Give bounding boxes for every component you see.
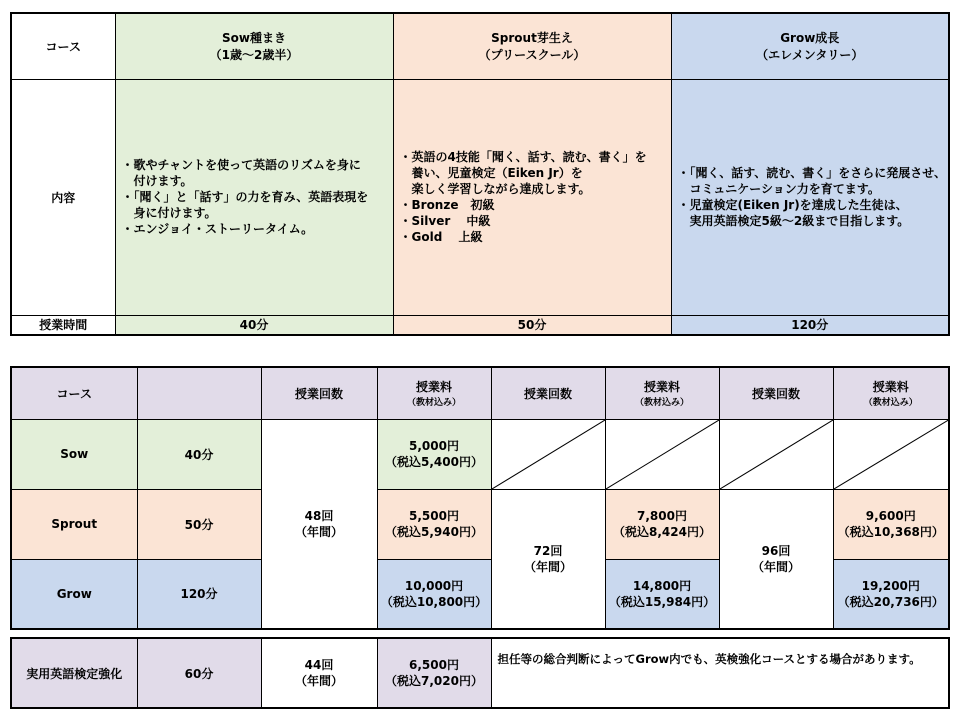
diagonal-strike-icon <box>606 420 719 489</box>
fee-header-fee <box>605 367 719 419</box>
course-sprout-title: Sprout芽生え <box>491 31 573 46</box>
content-sow-item: ・「聞く」と「話す」の力を育み、英語表現を 身に付けます。 <box>121 190 369 220</box>
fee-count-96: 96回 （年間） <box>719 489 833 629</box>
course-sprout-age: （プリースクール） <box>478 48 586 63</box>
content-sprout-item: ・Gold 上級 <box>399 230 483 244</box>
fee-header-duration <box>137 367 261 419</box>
content-label: 内容 <box>11 79 115 315</box>
fee-96-sprout: 9,600円 （税込10,368円） <box>833 489 949 559</box>
content-grow <box>671 79 949 315</box>
content-sprout-item: ・Silver 中級 <box>399 214 491 228</box>
fee-header-count: 授業回数 <box>491 367 605 419</box>
fee-row-duration-grow: 120分 <box>137 559 261 629</box>
course-grow-header <box>671 13 949 79</box>
content-sprout-item: ・英語の4技能「聞く、話す、読む、書く」を 養い、児童検定（Eiken Jr）を 楽しく学習しながら達成します。 <box>399 150 647 196</box>
fee-48-grow: 10,000円 （税込10,800円） <box>377 559 491 629</box>
fee-header-fee <box>377 367 491 419</box>
diagonal-strike-icon <box>834 420 949 489</box>
eiken-fee: 6,500円 （税込7,020円） <box>377 638 491 708</box>
fee-header-fee-label: 授業料 <box>872 380 909 395</box>
diagonal-strike-icon <box>492 420 605 489</box>
content-grow-item: ・「聞く、話す、読む、書く」をさらに発展させ、 コミュニケーション力を育てます。 <box>677 166 946 196</box>
eiken-intensive-table <box>10 637 950 709</box>
diagonal-strike-icon <box>720 420 833 489</box>
eiken-note: 担任等の総合判断によってGrow内でも、英検強化コースとする場合があります。 <box>491 638 949 708</box>
fee-count-72: 72回 （年間） <box>491 489 605 629</box>
content-sow-item: ・エンジョイ・ストーリータイム。 <box>121 222 314 236</box>
fee-96-grow: 19,200円 （税込20,736円） <box>833 559 949 629</box>
course-sow-header <box>115 13 393 79</box>
fee-row-duration-sow: 40分 <box>137 419 261 489</box>
course-grow-title: Grow成長 <box>780 31 840 46</box>
time-label: 授業時間 <box>11 315 115 335</box>
fee-header-course: コース <box>11 367 137 419</box>
fee-header-fee-note: （教材込み） <box>406 398 461 409</box>
eiken-duration: 60分 <box>137 638 261 708</box>
course-overview-table <box>10 12 950 336</box>
fee-count-48: 48回 （年間） <box>261 419 377 629</box>
fee-48-sprout: 5,500円 （税込5,940円） <box>377 489 491 559</box>
fee-header-fee-label: 授業料 <box>415 380 452 395</box>
fee-header-count: 授業回数 <box>261 367 377 419</box>
course-sprout-header <box>393 13 671 79</box>
fee-row-course-sow: Sow <box>11 419 137 489</box>
fee-header-fee <box>833 367 949 419</box>
fee-header-fee-note: （教材込み） <box>634 398 689 409</box>
course-sow-age: （1歳～2歳半） <box>209 48 299 63</box>
fee-empty-cell <box>833 419 949 489</box>
course-grow-age: （エレメンタリー） <box>756 48 864 63</box>
fee-header-count: 授業回数 <box>719 367 833 419</box>
fee-48-sow: 5,000円 （税込5,400円） <box>377 419 491 489</box>
content-sow-item: ・歌やチャントを使って英語のリズムを身に 付けます。 <box>121 158 361 188</box>
course-sow-title: Sow種まき <box>222 31 286 46</box>
content-sprout <box>393 79 671 315</box>
content-sow <box>115 79 393 315</box>
fee-row-duration-sprout: 50分 <box>137 489 261 559</box>
content-sprout-item: ・Bronze 初級 <box>399 198 495 212</box>
eiken-count: 44回 （年間） <box>261 638 377 708</box>
fee-72-grow: 14,800円 （税込15,984円） <box>605 559 719 629</box>
fee-72-sprout: 7,800円 （税込8,424円） <box>605 489 719 559</box>
fee-table <box>10 366 950 630</box>
fee-header-fee-note: （教材込み） <box>863 398 918 409</box>
fee-empty-cell <box>719 419 833 489</box>
time-sprout: 50分 <box>393 315 671 335</box>
fee-empty-cell <box>605 419 719 489</box>
fee-row-course-sprout: Sprout <box>11 489 137 559</box>
course-header-label: コース <box>11 13 115 79</box>
eiken-course: 実用英語検定強化 <box>11 638 137 708</box>
time-sow: 40分 <box>115 315 393 335</box>
fee-row-course-grow: Grow <box>11 559 137 629</box>
time-grow: 120分 <box>671 315 949 335</box>
content-grow-item: ・児童検定(Eiken Jr)を達成した生徒は、 実用英語検定5級～2級まで目指します。 <box>677 198 910 228</box>
fee-empty-cell <box>491 419 605 489</box>
fee-header-fee-label: 授業料 <box>643 380 680 395</box>
